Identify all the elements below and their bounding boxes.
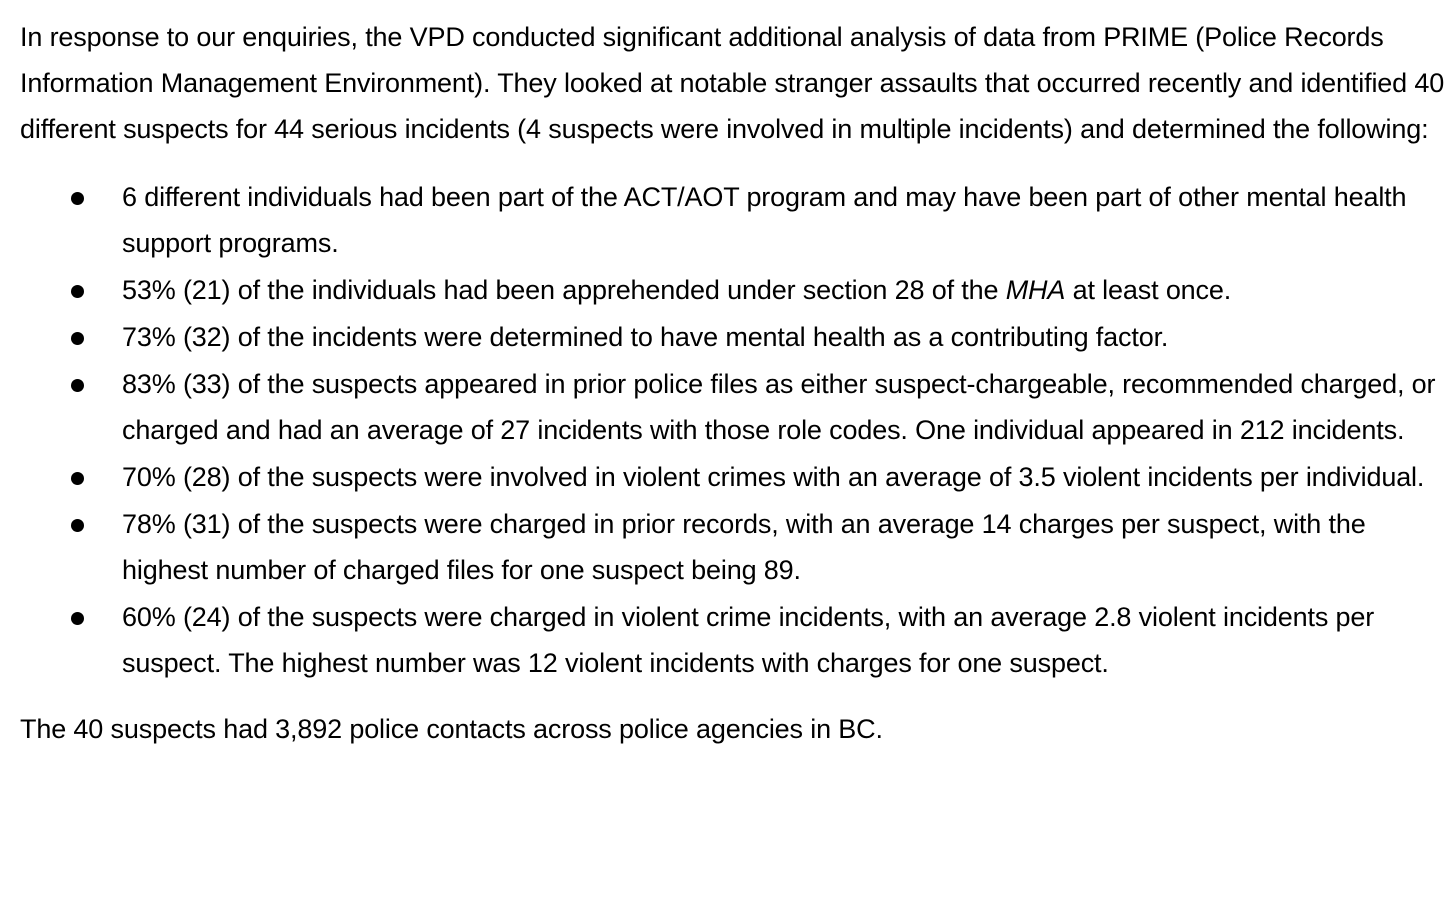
list-item — [20, 594, 1450, 686]
list-item-text: 73% (32) of the incidents were determined to have mental health as a contributing factor. — [122, 322, 1169, 352]
bullet-icon — [71, 192, 84, 205]
bullet-icon — [71, 472, 84, 485]
bullet-icon — [71, 612, 84, 625]
list-item — [20, 361, 1450, 453]
list-item-text: 6 different individuals had been part of the ACT/AOT program and may have been part of other mental health support programs. — [122, 182, 1407, 258]
closing-paragraph: The 40 suspects had 3,892 police contacts across police agencies in BC. — [20, 714, 883, 744]
bullet-icon — [71, 379, 84, 392]
list-item — [20, 267, 1450, 313]
findings-list — [20, 174, 1450, 686]
bullet-icon — [71, 332, 84, 345]
list-item-text: 60% (24) of the suspects were charged in violent crime incidents, with an average 2.8 violent incidents per suspect. The highest number was 12 violent incidents with charges for one suspect. — [122, 602, 1375, 678]
list-item-text-before: 53% (21) of the individuals had been apprehended under section 28 of the — [122, 275, 1006, 305]
document-body — [20, 14, 1450, 752]
list-item — [20, 174, 1450, 266]
bullet-icon — [71, 519, 84, 532]
bullet-icon — [71, 285, 84, 298]
list-item-text: 83% (33) of the suspects appeared in prior police files as either suspect-chargeable, recommended charged, or charged and had an average of 27 incidents with those role codes. One individual appeared in 212 incidents. — [122, 369, 1436, 445]
act-name-italic: MHA — [1005, 275, 1066, 305]
list-item — [20, 454, 1450, 500]
list-item — [20, 314, 1450, 360]
list-item-text-after: at least once. — [1065, 275, 1232, 305]
intro-paragraph: In response to our enquiries, the VPD conducted significant additional analysis of data from PRIME (Police Records Information Management Environment). They looked at notable stranger assaults that occurred recently and identified 40 different suspects for 44 serious incidents (4 suspects were involved in multiple incidents) and determined the following: — [20, 22, 1445, 144]
list-item-text: 70% (28) of the suspects were involved in violent crimes with an average of 3.5 violent incidents per individual. — [122, 462, 1425, 492]
list-item-text: 78% (31) of the suspects were charged in prior records, with an average 14 charges per suspect, with the highest number of charged files for one suspect being 89. — [122, 509, 1366, 585]
list-item — [20, 501, 1450, 593]
